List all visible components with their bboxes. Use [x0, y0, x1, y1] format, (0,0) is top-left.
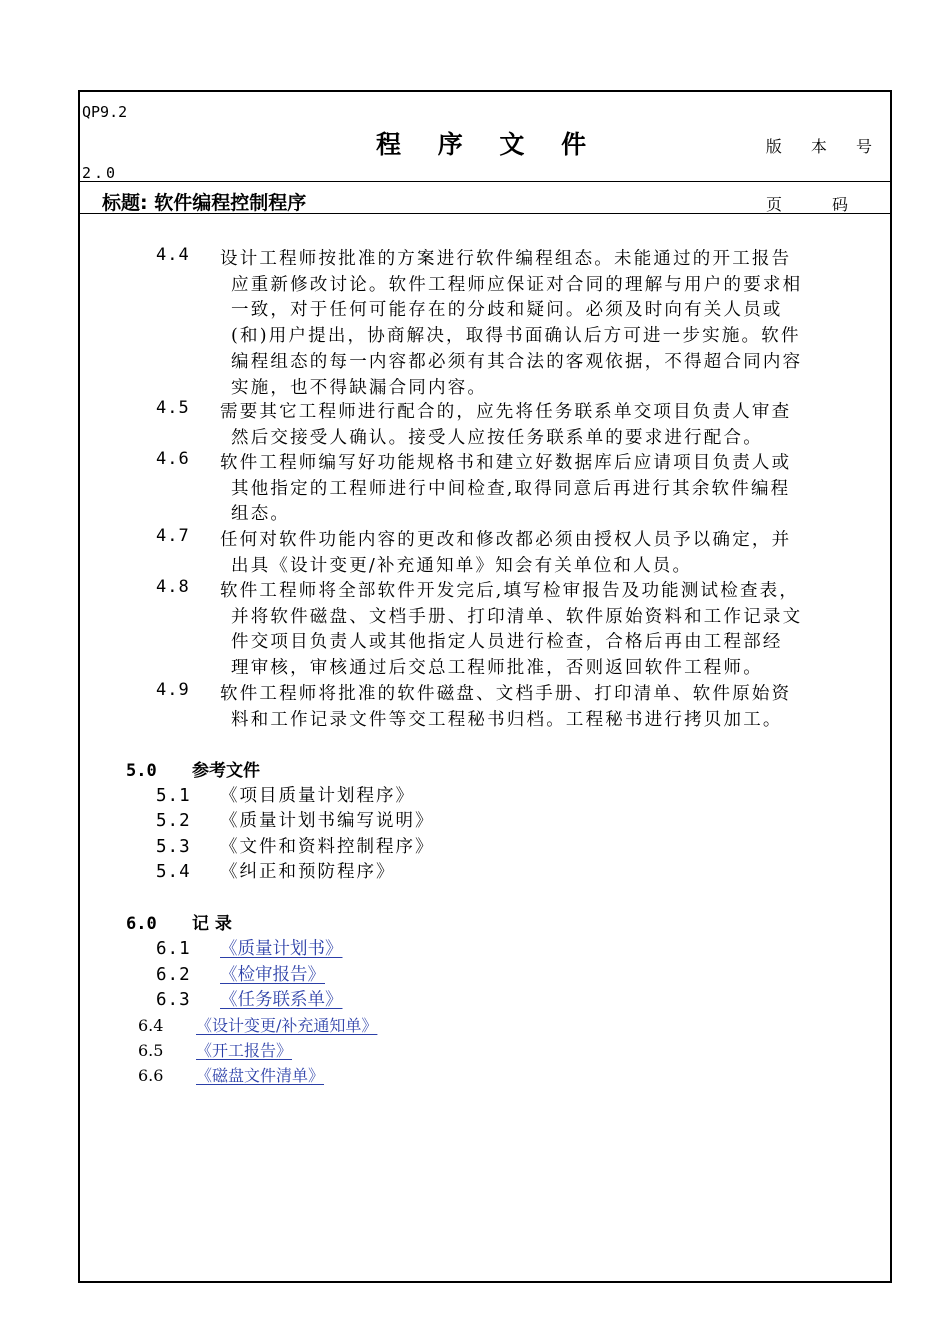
clause-line: 组态。 [231, 504, 291, 525]
clause-line: 任何对软件功能内容的更改和修改都必须由授权人员予以确定，并 [220, 530, 792, 550]
page-label [766, 192, 848, 215]
record-number: 6.3 [156, 990, 191, 1010]
version-label: 版 本 号 [765, 137, 884, 156]
clause-line: 编程组态的每一内容都必须有其合法的客观依据，不得超合同内容 [231, 351, 803, 372]
record-number: 6.2 [156, 965, 191, 985]
reference-title: 《文件和资料控制程序》 [220, 837, 435, 857]
doc-type-title: 程 序 文 件 [376, 130, 601, 159]
page-label-b: 码 [832, 195, 849, 214]
procedure-subject: 标题: 软件编程控制程序 [102, 192, 307, 214]
record-number: 6.5 [138, 1041, 164, 1060]
clause-line: 设计工程师按批准的方案进行软件编程组态。未能通过的开工报告 [220, 249, 792, 269]
record-item [156, 935, 343, 960]
record-item [156, 961, 325, 986]
clause-line: 一致，对于任何可能存在的分歧和疑问。必须及时向有关人员或 [231, 300, 783, 321]
record-item [138, 1038, 292, 1061]
clause-number: 4.6 [156, 449, 190, 469]
clause-line: 其他指定的工程师进行中间检查,取得同意后再进行其余软件编程 [231, 478, 791, 499]
record-link-review-report[interactable]: 《检审报告》 [220, 965, 325, 985]
clause-line: 应重新修改讨论。软件工程师应保证对合同的理解与用户的要求相 [231, 274, 803, 295]
reference-number: 5.4 [156, 862, 191, 882]
clause-number: 4.4 [156, 245, 190, 265]
record-link-start-report[interactable]: 《开工报告》 [196, 1041, 293, 1060]
record-link-quality-plan[interactable]: 《质量计划书》 [220, 939, 343, 959]
record-number: 6.6 [138, 1066, 164, 1085]
clause-line: (和)用户提出，协商解决，取得书面确认后方可进一步实施。软件 [231, 326, 801, 347]
reference-item [156, 782, 415, 807]
reference-number: 5.3 [156, 837, 191, 857]
reference-title: 《项目质量计划程序》 [220, 786, 415, 806]
clause-number: 4.5 [156, 398, 190, 418]
clause-line: 理审核，审核通过后交总工程师批准，否则返回软件工程师。 [231, 658, 763, 679]
header-divider-top [80, 181, 890, 182]
page-label-a: 页 [766, 195, 783, 214]
clause-number: 4.9 [156, 680, 190, 700]
document-frame [78, 90, 892, 1283]
reference-title: 《纠正和预防程序》 [220, 862, 396, 882]
record-link-design-change[interactable]: 《设计变更/补充通知单》 [196, 1016, 378, 1035]
version-number: 2.0 [82, 164, 119, 182]
clause-line: 软件工程师将批准的软件磁盘、文档手册、打印清单、软件原始资 [220, 684, 792, 704]
reference-title: 《质量计划书编写说明》 [220, 811, 435, 831]
section-number: 6.0 [126, 914, 157, 934]
section-number: 5.0 [126, 761, 157, 781]
reference-item [156, 858, 396, 883]
clause-line: 料和工作记录文件等交工程秘书归档。工程秘书进行拷贝加工。 [231, 709, 783, 730]
record-link-task-contact[interactable]: 《任务联系单》 [220, 990, 343, 1010]
clause-line: 件交项目负责人或其他指定人员进行检查，合格后再由工程部经 [231, 632, 783, 653]
section-records-heading [126, 909, 232, 934]
doc-code: QP9.2 [82, 103, 128, 121]
reference-item [156, 807, 435, 832]
record-item [138, 1063, 324, 1086]
record-number: 6.1 [156, 939, 191, 959]
section-references-heading [126, 756, 260, 781]
reference-item [156, 833, 435, 858]
clause-line: 需要其它工程师进行配合的，应先将任务联系单交项目负责人审查 [220, 402, 792, 422]
section-title: 记 录 [192, 914, 232, 934]
section-title: 参考文件 [192, 761, 260, 781]
record-number: 6.4 [138, 1016, 164, 1035]
clause-line: 并将软件磁盘、文档手册、打印清单、软件原始资料和工作记录文 [231, 606, 803, 627]
reference-number: 5.2 [156, 811, 191, 831]
clause-line: 出具《设计变更/补充通知单》知会有关单位和人员。 [231, 555, 693, 576]
record-link-disk-file-list[interactable]: 《磁盘文件清单》 [196, 1066, 325, 1085]
clause-number: 4.8 [156, 577, 190, 597]
clause-line: 软件工程师将全部软件开发完后,填写检审报告及功能测试检查表， [220, 581, 800, 601]
clause-line: 然后交接受人确认。接受人应按任务联系单的要求进行配合。 [231, 427, 763, 448]
record-item [138, 1013, 377, 1036]
clause-line: 软件工程师编写好功能规格书和建立好数据库后应请项目负责人或 [220, 453, 792, 473]
clause-line: 实施，也不得缺漏合同内容。 [231, 377, 488, 398]
clause-number: 4.7 [156, 526, 190, 546]
record-item [156, 986, 343, 1011]
reference-number: 5.1 [156, 786, 191, 806]
